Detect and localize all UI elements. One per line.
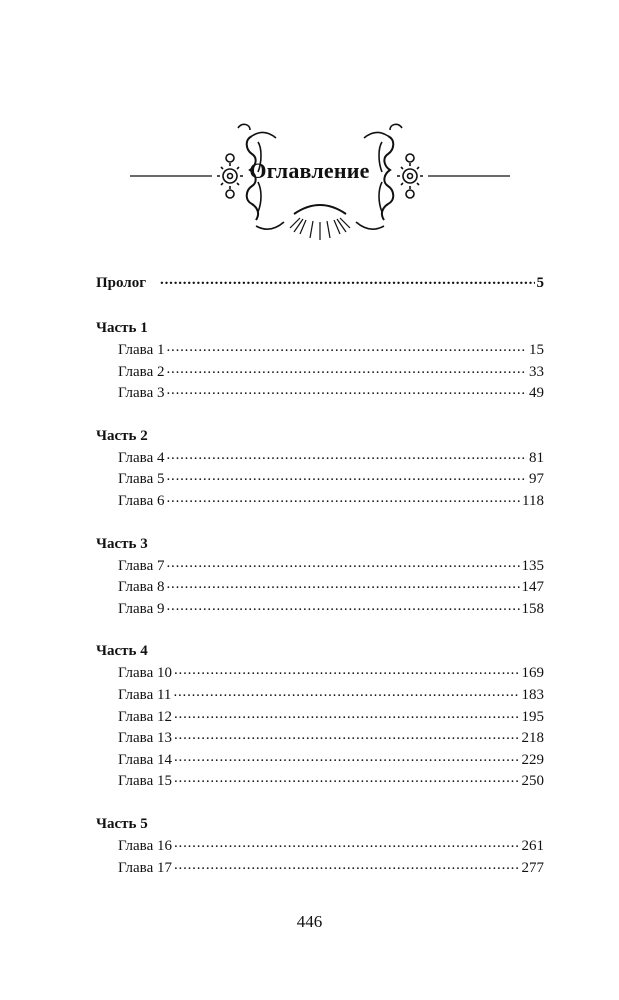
dot-leader (174, 770, 520, 785)
toc-entry-page: 218 (521, 730, 544, 747)
toc-chapter-row[interactable] (96, 857, 544, 879)
title-ornament (130, 122, 510, 252)
toc-prologue-row[interactable] (96, 272, 544, 296)
toc-entry-label: Глава 1 (118, 342, 165, 358)
toc-entry-page: 15 (529, 342, 544, 358)
toc-entry-page: 195 (521, 708, 544, 725)
toc-entry-page: 33 (529, 363, 544, 380)
dot-leader (166, 382, 527, 397)
dot-leader (174, 662, 520, 677)
toc-chapter-row[interactable] (96, 770, 544, 792)
toc-entry-label: Глава 16 (118, 837, 172, 854)
toc-entry-page: 5 (536, 275, 544, 291)
dot-leader (174, 727, 520, 742)
dot-leader (174, 857, 520, 872)
page-title: Оглавление (249, 158, 370, 183)
part-heading: Часть 2 (96, 427, 148, 444)
toc-chapter-row[interactable] (96, 727, 544, 749)
toc-entry-page: 49 (529, 385, 544, 402)
toc-entry-label: Глава 5 (118, 471, 165, 488)
part-heading: Часть 1 (96, 320, 148, 336)
toc-entry-label: Глава 2 (118, 363, 165, 380)
toc-entry-label: Глава 10 (118, 665, 172, 682)
toc-chapter-row[interactable] (96, 598, 544, 620)
toc-entry-label: Глава 3 (118, 385, 165, 402)
toc-chapter-row[interactable] (96, 361, 544, 383)
dot-leader (166, 555, 519, 570)
dot-leader (174, 835, 520, 850)
toc-entry-page: 81 (529, 449, 544, 466)
dot-leader (166, 598, 519, 613)
dot-leader (166, 361, 527, 376)
toc-entry-label: Глава 8 (118, 579, 165, 596)
dot-leader (174, 749, 520, 764)
dot-leader (166, 576, 519, 591)
toc-entry-page: 183 (521, 686, 544, 703)
toc-chapter-row[interactable] (96, 339, 544, 361)
page-number: 446 (296, 912, 323, 931)
toc-entry-label: Глава 14 (118, 751, 172, 768)
part-heading: Часть 5 (96, 815, 148, 832)
toc-chapter-row[interactable] (96, 468, 544, 490)
toc-chapter-row[interactable] (96, 382, 544, 404)
toc-entry-page: 118 (522, 492, 544, 509)
toc-entry-label: Глава 11 (118, 686, 172, 703)
toc-chapter-row[interactable] (96, 490, 544, 512)
toc-entry-label: Пролог (96, 275, 147, 291)
dot-leader (166, 339, 527, 354)
dot-leader (166, 468, 527, 483)
toc-chapter-row[interactable] (96, 835, 544, 857)
toc-chapter-row[interactable] (96, 447, 544, 469)
part-heading: Часть 4 (96, 643, 148, 660)
toc-chapter-row[interactable] (96, 749, 544, 771)
toc-chapter-row[interactable] (96, 576, 544, 598)
toc-entry-page: 250 (521, 773, 544, 790)
part-heading: Часть 3 (96, 535, 148, 552)
toc-entry-label: Глава 7 (118, 557, 165, 574)
toc-chapter-row[interactable] (96, 706, 544, 728)
toc-chapter-row[interactable] (96, 555, 544, 577)
toc-chapter-row[interactable] (96, 684, 544, 706)
toc-entry-page: 97 (529, 471, 544, 488)
toc-entry-page: 158 (521, 600, 544, 617)
toc-entry-label: Глава 13 (118, 730, 172, 747)
dot-leader (173, 684, 519, 699)
toc-entry-label: Глава 4 (118, 449, 165, 466)
toc-entry-page: 229 (521, 751, 544, 768)
dot-leader (166, 490, 520, 505)
toc-entry-label: Глава 12 (118, 708, 172, 725)
dot-leader (166, 447, 527, 462)
toc-entry-page: 135 (521, 557, 544, 574)
table-of-contents (96, 272, 544, 878)
toc-chapter-row[interactable] (96, 662, 544, 684)
toc-entry-page: 147 (521, 579, 544, 596)
dot-leader (160, 272, 534, 287)
toc-entry-page: 261 (521, 837, 544, 854)
dot-leader (174, 706, 520, 721)
toc-entry-label: Глава 6 (118, 492, 165, 509)
toc-entry-page: 277 (521, 859, 544, 876)
toc-entry-label: Глава 15 (118, 773, 172, 790)
toc-entry-label: Глава 17 (118, 859, 172, 876)
toc-entry-label: Глава 9 (118, 600, 165, 617)
toc-entry-page: 169 (521, 665, 544, 682)
